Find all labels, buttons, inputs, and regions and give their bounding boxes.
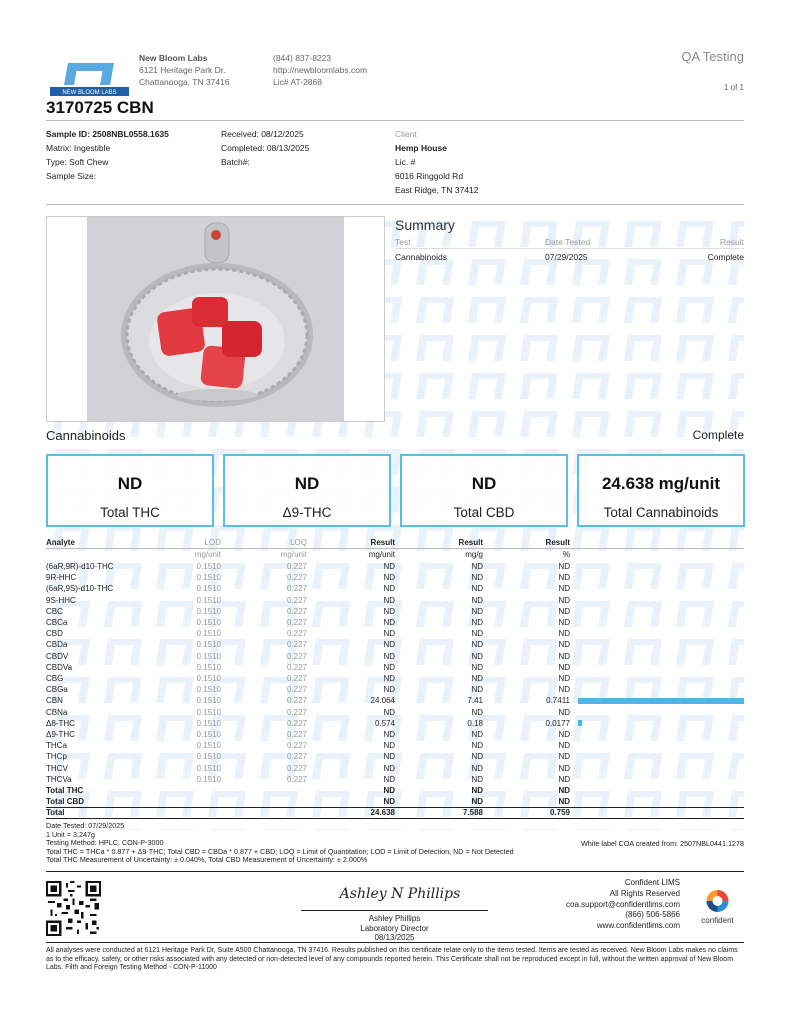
analyte-result-mgunit: ND [383, 573, 395, 583]
analyte-name: CBG [46, 674, 64, 683]
date-info: Received: 08/12/2025 Completed: 08/13/2025 Batch#: [221, 129, 310, 167]
lab-address1: 6121 Heritage Park Dr. [139, 65, 226, 75]
total-result-pct: 0.759 [549, 808, 570, 818]
analyte-result-mgunit: ND [383, 618, 395, 627]
analyte-loq: 0.227 [286, 640, 307, 650]
total-result-mgg: ND [471, 797, 483, 807]
analyte-name: THCVa [46, 774, 72, 784]
analyte-result-pct: 0.7411 [546, 696, 570, 706]
analyte-lod: 0.1510 [196, 730, 221, 739]
analyte-result-mgunit: ND [383, 629, 395, 639]
analyte-result-pct: ND [558, 651, 570, 661]
box-label: Δ9-THC [282, 505, 332, 520]
analyte-lod: 0.1510 [196, 618, 221, 627]
total-thc-box [46, 454, 214, 527]
col-loq: LOQ [290, 538, 307, 547]
doc-type: QA Testing [681, 49, 744, 64]
analyte-loq: 0.227 [286, 629, 307, 639]
analyte-lod: 0.1510 [196, 718, 221, 728]
analyte-loq: 0.227 [286, 618, 307, 627]
box-label: Total THC [100, 505, 160, 520]
analyte-result-pct: ND [558, 707, 570, 717]
d9-thc-box [223, 454, 391, 527]
lab-phone: (844) 837-8223 [273, 53, 332, 63]
confident-logo [690, 887, 745, 927]
analyte-result-mgg: ND [471, 741, 483, 751]
unit-result1: mg/unit [368, 550, 395, 559]
analyte-result-mgunit: ND [383, 730, 395, 739]
analyte-lod: 0.1510 [196, 573, 221, 583]
signature-image [330, 878, 470, 908]
confident-phone: (866) 506-5866 [625, 910, 680, 920]
analyte-loq: 0.227 [286, 562, 307, 571]
total-cannabinoids-box [577, 454, 745, 527]
analyte-result-pct: ND [558, 730, 570, 739]
total-result-pct: ND [558, 797, 570, 807]
analyte-lod: 0.1510 [196, 752, 221, 762]
client-city: East Ridge, TN 37412 [395, 185, 479, 195]
analyte-name: THCp [46, 752, 67, 762]
analyte-result-mgunit: ND [383, 662, 395, 672]
analyte-lod: 0.1510 [196, 741, 221, 751]
unit-result2: mg/g [465, 550, 483, 559]
analyte-name: Δ9-THC [46, 730, 75, 739]
total-result-mgunit: ND [383, 786, 395, 795]
confident-logo-text: confident [701, 916, 734, 925]
analyte-name: CBDV [46, 651, 69, 661]
confident-web[interactable]: www.confidentlims.com [596, 921, 680, 931]
analyte-result-mgunit: ND [383, 685, 395, 695]
total-name: Total [46, 808, 65, 818]
analyte-lod: 0.1510 [196, 685, 221, 695]
notes-unit: 1 Unit = 3.247g [46, 829, 95, 839]
analyte-result-mgg: ND [471, 606, 483, 616]
box-value: ND [294, 474, 320, 493]
total-result-mgg: 7.588 [462, 808, 483, 818]
confident-lims-info [548, 878, 680, 932]
logo-text: NEW BLOOM LABS [62, 90, 117, 96]
disclaimer-divider [46, 942, 744, 943]
analyte-result-mgg: ND [471, 752, 483, 762]
lab-website[interactable]: http://newbloomlabs.com [273, 65, 368, 75]
analyte-result-pct: ND [558, 662, 570, 672]
analyte-result-mgg: 7.41 [467, 696, 483, 706]
cannabinoids-status: Complete [692, 428, 744, 442]
analyte-name: CBGa [46, 685, 68, 695]
analyte-result-mgunit: ND [383, 651, 395, 661]
analyte-result-mgunit: ND [383, 741, 395, 751]
analyte-name: CBNa [46, 707, 68, 717]
analyte-lod: 0.1510 [196, 662, 221, 672]
analyte-result-pct: ND [558, 752, 570, 762]
summary-col-date: Date Tested [545, 237, 591, 247]
percent-bar [578, 720, 582, 726]
analyte-loq: 0.227 [286, 763, 307, 773]
analyte-loq: 0.227 [286, 741, 307, 751]
analyte-name: CBCa [46, 618, 68, 627]
unit-lod: mg/unit [194, 550, 221, 559]
client-street: 6016 Ringgold Rd [395, 171, 464, 181]
total-result-mgunit: 24.638 [370, 808, 395, 818]
analyte-lod: 0.1510 [196, 640, 221, 650]
analyte-name: CBN [46, 696, 63, 706]
analyte-result-mgg: ND [471, 640, 483, 650]
total-name: Total CBD [46, 797, 85, 807]
box-value: ND [471, 474, 497, 493]
total-result-mgunit: ND [383, 797, 395, 807]
analyte-result-mgg: ND [471, 651, 483, 661]
analyte-loq: 0.227 [286, 752, 307, 762]
analyte-name: 9S-HHC [46, 595, 76, 605]
analyte-result-mgunit: 0.574 [374, 718, 395, 728]
analyte-loq: 0.227 [286, 651, 307, 661]
signer-title: Laboratory Director [360, 923, 429, 933]
analyte-lod: 0.1510 [196, 674, 221, 683]
header-divider [46, 204, 744, 205]
total-result-pct: ND [558, 786, 570, 795]
col-lod: LOD [204, 538, 221, 547]
sample-matrix: Ingestible [73, 143, 111, 153]
analyte-name: 9R-HHC [46, 573, 77, 583]
cannabinoids-title: Cannabinoids [46, 428, 126, 443]
analyte-lod: 0.1510 [196, 707, 221, 717]
qr-code[interactable] [46, 881, 101, 936]
analyte-result-mgunit: ND [383, 606, 395, 616]
confident-name: Confident LIMS [624, 878, 680, 887]
analyte-result-mgg: ND [471, 763, 483, 773]
white-label-note: White label COA created from: 2507NBL0441.1278 [580, 839, 744, 848]
analyte-lod: 0.1510 [196, 629, 221, 639]
lab-address-block [139, 52, 230, 88]
analyte-lod: 0.1510 [196, 584, 221, 594]
analyte-result-pct: 0.0177 [545, 718, 570, 728]
analyte-result-pct: ND [558, 763, 570, 773]
analyte-name: CBDVa [46, 662, 73, 672]
completed-date: 08/13/2025 [266, 143, 310, 153]
percent-bar [578, 698, 744, 704]
analyte-loq: 0.227 [286, 707, 307, 717]
signature-block [301, 914, 488, 943]
analyte-lod: 0.1510 [196, 696, 221, 706]
analyte-result-mgg: ND [471, 595, 483, 605]
analyte-loq: 0.227 [286, 595, 307, 605]
analyte-loq: 0.227 [286, 606, 307, 616]
total-name: Total THC [46, 786, 84, 795]
analyte-loq: 0.227 [286, 718, 307, 728]
analyte-result-pct: ND [558, 629, 570, 639]
sample-info: Sample ID: 2508NBL0558.1635 Matrix: Ingestible Type: Soft Chew Sample Size: [46, 129, 169, 181]
analyte-result-mgg: ND [471, 662, 483, 672]
notes-method: Testing Method: HPLC, CON-P-3000 [46, 838, 164, 847]
box-label: Total CBD [453, 505, 515, 520]
signer-name: Ashley Phillips [368, 914, 421, 923]
analyte-loq: 0.227 [286, 662, 307, 672]
analyte-name: CBDa [46, 640, 68, 650]
analyte-result-mgg: ND [471, 685, 483, 695]
analyte-result-mgunit: ND [383, 774, 395, 784]
analyte-result-pct: ND [558, 674, 570, 683]
title-divider [46, 120, 744, 121]
analyte-result-mgunit: ND [383, 584, 395, 594]
analyte-result-mgunit: 24.064 [370, 696, 395, 706]
notes-date-tested: Date Tested: 07/29/2025 [46, 821, 125, 830]
analyte-loq: 0.227 [286, 685, 307, 695]
analyte-loq: 0.227 [286, 730, 307, 739]
analyte-lod: 0.1510 [196, 763, 221, 773]
sample-type: Soft Chew [69, 157, 109, 167]
summary-result: Complete [707, 252, 744, 262]
analyte-result-mgg: ND [471, 584, 483, 594]
lab-name: New Bloom Labs [139, 53, 208, 63]
client-info: Client Hemp House Lic. # 6016 Ringgold Rd East Ridge, TN 37412 [395, 129, 479, 195]
analyte-loq: 0.227 [286, 584, 307, 594]
received-date: 08/12/2025 [261, 129, 304, 139]
analyte-result-pct: ND [558, 595, 570, 605]
new-bloom-labs-logo [47, 57, 132, 97]
analyte-result-pct: ND [558, 606, 570, 616]
analyte-result-mgunit: ND [383, 674, 395, 683]
summary-col-test: Test [395, 237, 411, 247]
analyte-result-pct: ND [558, 774, 570, 784]
analyte-result-pct: ND [558, 618, 570, 627]
col-result-mgunit: Result [370, 538, 395, 547]
total-row-divider [46, 807, 744, 808]
lab-contact-block [273, 52, 367, 88]
summary-title: Summary [395, 217, 455, 233]
analyte-result-pct: ND [558, 685, 570, 695]
analyte-loq: 0.227 [286, 573, 307, 583]
analyte-result-mgunit: ND [383, 763, 395, 773]
analyte-loq: 0.227 [286, 774, 307, 784]
notes-formulas: Total THC = THCa * 0.877 + Δ9-THC; Total CBD = CBDa * 0.877 + CBD; LOQ = Limit of Quantitation; LOD = Limit of Detection, ND = Not Detected [46, 846, 514, 856]
analyte-result-mgg: ND [471, 573, 483, 583]
analyte-lod: 0.1510 [196, 651, 221, 661]
col-result-pct: Result [545, 538, 570, 547]
signature-date: 08/13/2025 [374, 933, 415, 942]
analyte-lod: 0.1510 [196, 562, 221, 571]
unit-result3: % [562, 550, 570, 559]
analyte-result-mgg: ND [471, 674, 483, 683]
test-notes [46, 822, 514, 865]
analyte-lod: 0.1510 [196, 595, 221, 605]
disclaimer-text: All analyses were conducted at 6121 Heritage Park Dr, Suite A500 Chattanooga, TN 37416. Results published on this certificate relate only to the items tested. Items are tested as received. New Bloom Labs makes no claims as to the efficacy, safety, or other risks associated with any detected or non-detected level of any compounds reported herein. This Certificate shall not be reproduced except in full, without the written approval of New Bloom Labs. Filth and Foreign Testing Method - CON-P-11000 [46, 947, 738, 972]
analyte-loq: 0.227 [286, 696, 307, 706]
analyte-name: CBC [46, 606, 63, 616]
analyte-result-mgg: ND [471, 707, 483, 717]
analyte-result-pct: ND [558, 741, 570, 751]
analyte-name: (6aR,9S)-d10-THC [46, 584, 114, 594]
analyte-result-mgunit: ND [383, 752, 395, 762]
analyte-result-mgg: ND [471, 618, 483, 627]
summary-col-result: Result [719, 237, 744, 247]
table-bottom-divider [46, 818, 744, 819]
summary-divider [395, 248, 744, 249]
notes-uncertainty: Total THC Measurement of Uncertainty: ± 0.040%, Total CBD Measurement of Uncertainty: ± 2.000% [46, 855, 368, 864]
analyte-result-mgunit: ND [383, 595, 395, 605]
analyte-name: CBD [46, 629, 63, 639]
unit-loq: mg/unit [280, 550, 307, 559]
lab-address2: Chattanooga, TN 37416 [139, 77, 230, 87]
col-analyte: Analyte [46, 538, 75, 547]
total-result-mgg: ND [471, 786, 483, 795]
box-value: ND [117, 474, 143, 493]
confident-rights: All Rights Reserved [609, 888, 680, 898]
summary-test: Cannabinoids [395, 252, 447, 262]
analyte-result-mgg: ND [471, 774, 483, 784]
lab-license: Lic# AT-2868 [273, 77, 322, 87]
signature-line [301, 910, 488, 911]
analyte-name: (6aR,9R)-d10-THC [46, 562, 114, 571]
analyte-result-mgg: ND [471, 629, 483, 639]
analyte-result-pct: ND [558, 640, 570, 650]
sample-id: 2508NBL0558.1635 [92, 129, 169, 139]
table-header-divider [46, 548, 744, 549]
analyte-result-mgunit: ND [383, 562, 395, 571]
analyte-name: THCV [46, 763, 68, 773]
analyte-result-pct: ND [558, 573, 570, 583]
analyte-result-mgg: ND [471, 562, 483, 571]
analyte-result-mgg: ND [471, 730, 483, 739]
analyte-lod: 0.1510 [196, 606, 221, 616]
analyte-name: THCa [46, 741, 67, 751]
page-title: 3170725 CBN [46, 98, 154, 117]
box-value: 24.638 mg/unit [601, 474, 721, 493]
analyte-result-pct: ND [558, 584, 570, 594]
analyte-lod: 0.1510 [196, 774, 221, 784]
sample-photo [46, 216, 385, 422]
analyte-loq: 0.227 [286, 674, 307, 683]
confident-email[interactable]: coa.support@confidentlims.com [566, 899, 680, 909]
box-label: Total Cannabinoids [603, 505, 719, 520]
total-cbd-box [400, 454, 568, 527]
page-number: 1 of 1 [723, 83, 744, 92]
analyte-result-mgunit: ND [383, 707, 395, 717]
col-result-mgg: Result [458, 538, 483, 547]
analyte-result-pct: ND [558, 562, 570, 571]
analyte-name: Δ8-THC [46, 718, 75, 728]
signature-script: Ashley N Phillips [339, 886, 461, 902]
analyte-result-mgg: 0.18 [467, 718, 483, 728]
summary-date: 07/29/2025 [545, 252, 588, 262]
client-name: Hemp House [395, 143, 447, 153]
footer-divider [46, 871, 744, 872]
analyte-result-mgunit: ND [383, 640, 395, 650]
